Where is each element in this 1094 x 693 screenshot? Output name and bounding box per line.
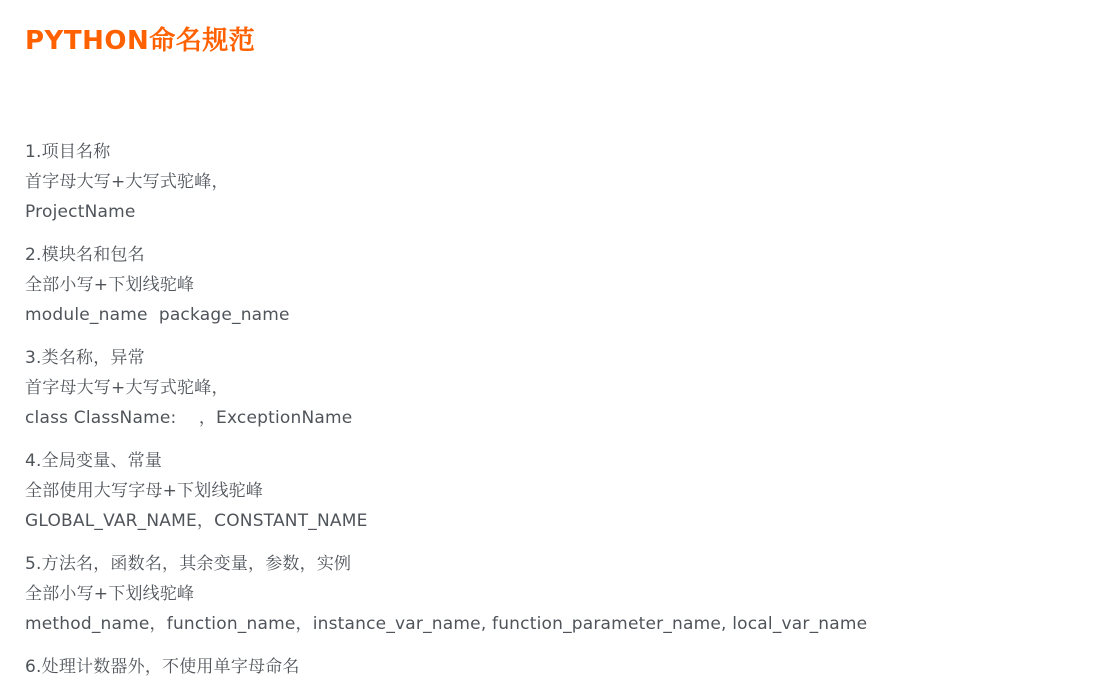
rule-section-module-package-name <box>25 240 1069 330</box>
rule-section-method-function-name <box>25 549 1069 639</box>
rule-section-global-constant-name <box>25 446 1069 536</box>
rule-example: class ClassName: ，ExceptionName <box>25 408 353 429</box>
rule-example: module_name package_name <box>25 305 290 326</box>
rule-description: 全部小写+下划线驼峰 <box>25 584 195 605</box>
rule-heading: 3.类名称，异常 <box>25 348 145 369</box>
rule-heading: 5.方法名，函数名，其余变量，参数，实例 <box>25 554 352 575</box>
rule-heading: 1.项目名称 <box>25 142 111 163</box>
page-title: PYTHON命名规范 <box>25 26 256 56</box>
article-content <box>25 137 1069 682</box>
rule-example: method_name，function_name，instance_var_name, function_parameter_name, local_var_name <box>25 614 868 635</box>
rule-description: 全部使用大写字母+下划线驼峰 <box>25 481 264 502</box>
rule-section-class-exception-name <box>25 343 1069 433</box>
rule-section-single-letter-name <box>25 652 1069 682</box>
rule-heading: 6.处理计数器外，不使用单字母命名 <box>25 657 300 678</box>
rule-description: 首字母大写+大写式驼峰， <box>25 378 229 399</box>
rule-heading: 4.全局变量、常量 <box>25 451 163 472</box>
rule-section-project-name <box>25 137 1069 227</box>
rule-description: 全部小写+下划线驼峰 <box>25 275 195 296</box>
rule-heading: 2.模块名和包名 <box>25 245 145 266</box>
rule-example: ProjectName <box>25 202 136 223</box>
rule-description: 首字母大写+大写式驼峰， <box>25 172 229 193</box>
rule-example: GLOBAL_VAR_NAME，CONSTANT_NAME <box>25 511 368 532</box>
